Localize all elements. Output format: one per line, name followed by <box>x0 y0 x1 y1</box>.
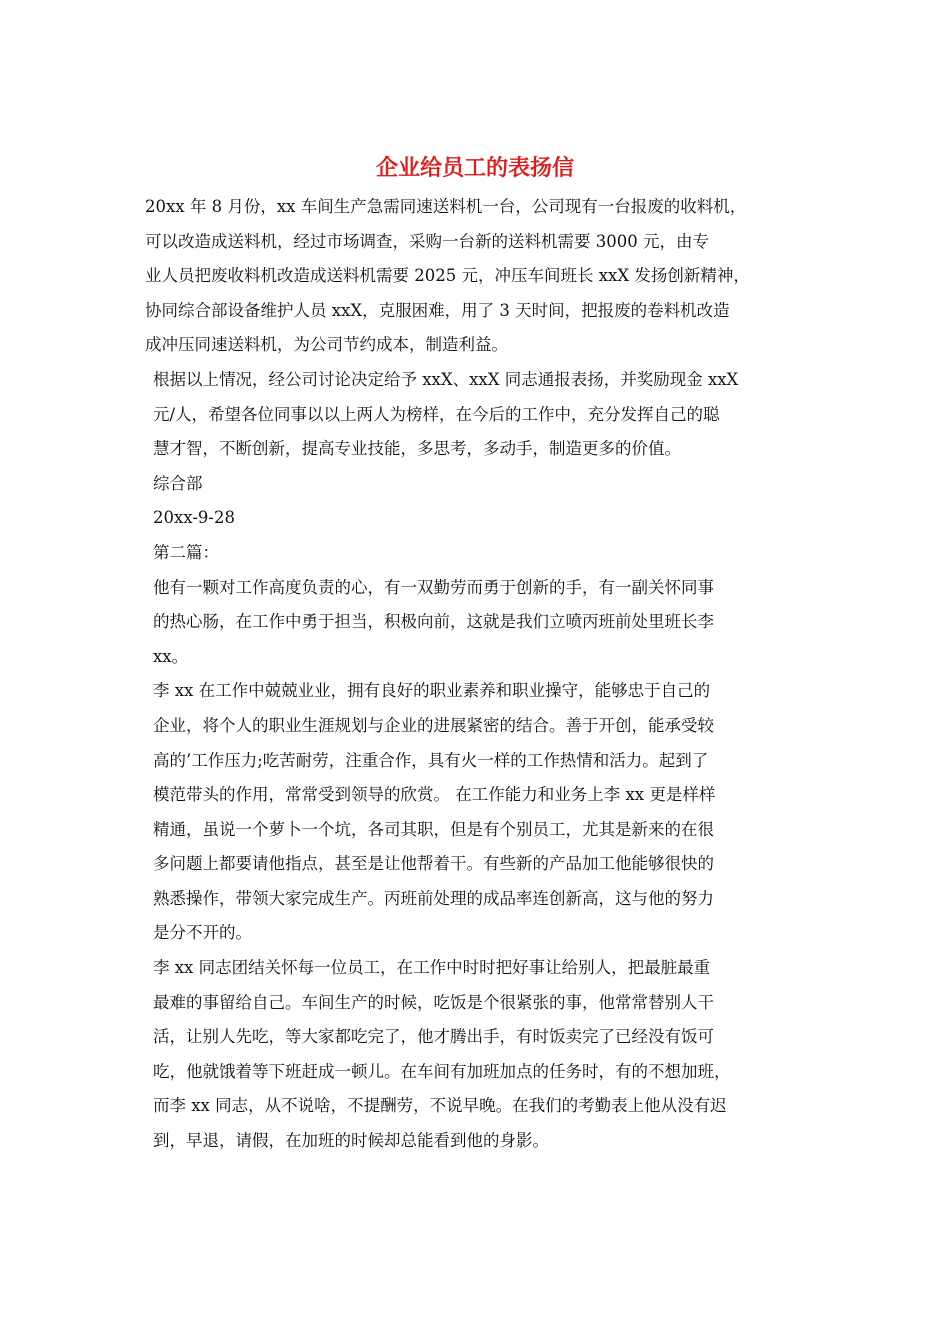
body-paragraph <box>145 571 815 675</box>
paragraph-line: 最难的事留给自己。车间生产的时候，吃饭是个很紧张的事，他常常替别人干 <box>153 992 714 1012</box>
paragraph-line: 多问题上都要请他指点，甚至是让他帮着干。有些新的产品加工他能够很快的 <box>153 854 714 874</box>
paragraph-line: 熟悉操作，带领大家完成生产。丙班前处理的成品率连创新高，这与他的努力 <box>153 888 714 908</box>
body-paragraph <box>145 190 815 363</box>
paragraph-line: 活，让别人先吃，等大家都吃完了，他才腾出手，有时饭卖完了已经没有饭可 <box>153 1027 714 1047</box>
document-title: 企业给员工的表扬信 <box>375 155 574 181</box>
paragraph-line: 模范带头的作用，常常受到领导的欣赏。 在工作能力和业务上李 xx 更是样样 <box>153 785 716 805</box>
body-paragraph <box>145 363 815 467</box>
paragraph-line: 李 xx 在工作中兢兢业业，拥有良好的职业素养和职业操守，能够忠于自己的 <box>153 681 711 701</box>
body-paragraph <box>145 501 815 536</box>
paragraph-line: 高的’工作压力;吃苦耐劳，注重合作，具有火一样的工作热情和活力。起到了 <box>153 750 709 770</box>
paragraph-line: 企业，将个人的职业生涯规划与企业的进展紧密的结合。善于开创，能承受较 <box>153 715 714 735</box>
paragraph-line: 协同综合部设备维护人员 xxX，克服困难，用了 3 天时间，把报废的卷料机改造 <box>145 300 730 320</box>
paragraph-line: 李 xx 同志团结关怀每一位员工，在工作中时时把好事让给别人，把最脏最重 <box>153 958 711 978</box>
paragraph-line: 的热心肠，在工作中勇于担当，积极向前，这就是我们立喷丙班前处里班长李 <box>153 612 714 632</box>
body-paragraph <box>145 674 815 951</box>
paragraph-line: 成冲压同速送料机，为公司节约成本，制造利益。 <box>145 335 508 355</box>
paragraph-line: 第二篇： <box>153 542 219 562</box>
paragraph-line: 吃，他就饿着等下班赶成一顿儿。在车间有加班加点的任务时，有的不想加班， <box>153 1061 731 1081</box>
paragraph-line: 是分不开的。 <box>153 923 252 943</box>
body-paragraph <box>145 951 815 1159</box>
paragraph-line: 元/人，希望各位同事以以上两人为榜样，在今后的工作中，充分发挥自己的聪 <box>153 404 720 424</box>
paragraph-line: 精通，虽说一个萝卜一个坑，各司其职，但是有个别员工，尤其是新来的在很 <box>153 819 714 839</box>
paragraph-line: 慧才智，不断创新，提高专业技能，多思考，多动手，制造更多的价值。 <box>153 439 681 459</box>
paragraph-line: 20xx 年 8 月份，xx 车间生产急需同速送料机一台，公司现有一台报废的收料机， <box>145 197 747 216</box>
paragraph-line: 业人员把废收料机改造成送料机需要 2025 元，冲压车间班长 xxX 发扬创新精神， <box>145 266 750 286</box>
paragraph-line: 根据以上情况，经公司讨论决定给予 xxX、xxX 同志通报表扬，并奖励现金 xxX <box>153 369 739 389</box>
paragraph-line: 可以改造成送料机，经过市场调查，采购一台新的送料机需要 3000 元，由专 <box>145 231 709 251</box>
body-paragraph <box>145 536 815 571</box>
paragraph-line: 他有一颗对工作高度负责的心，有一双勤劳而勇于创新的手，有一副关怀同事 <box>153 577 714 597</box>
paragraph-line: 到，早退，请假，在加班的时候却总能看到他的身影。 <box>153 1131 549 1151</box>
paragraph-line: 综合部 <box>153 473 203 493</box>
paragraph-line: 而李 xx 同志，从不说啥，不提酬劳，不说早晚。在我们的考勤表上他从没有迟 <box>153 1096 727 1116</box>
paragraph-line: 20xx-9-28 <box>153 508 235 528</box>
paragraph-line: xx。 <box>153 646 189 666</box>
document-body <box>145 190 815 1159</box>
body-paragraph <box>145 467 815 502</box>
